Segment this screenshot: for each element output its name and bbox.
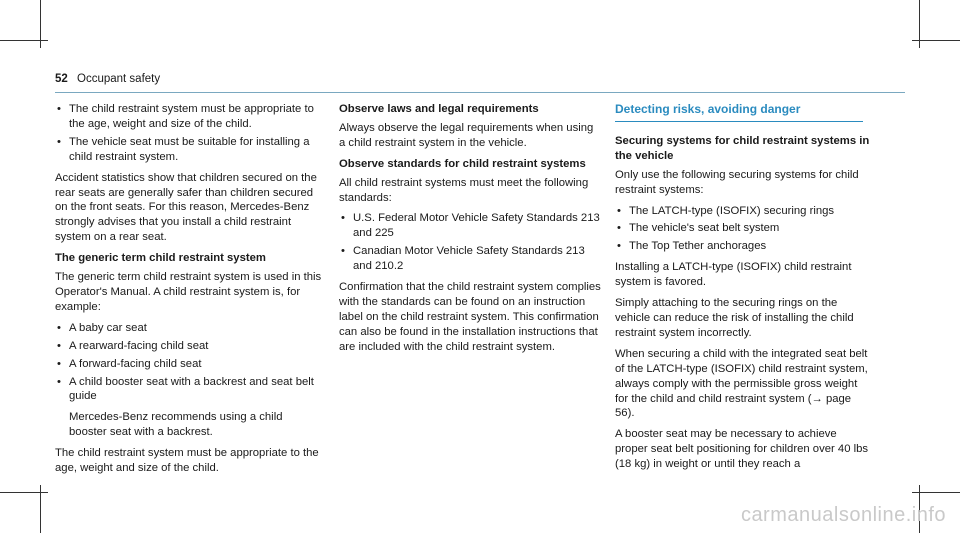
paragraph: All child restraint systems must meet the following standards: (339, 176, 589, 204)
crop-mark (0, 492, 48, 493)
paragraph: When securing a child with the integrated seat belt of the LATCH-type (ISOFIX) child restraint system, always comply with the permissible gross weight for the child and child restraint system (→ page 56). (615, 347, 868, 420)
subheading: Securing systems for child restraint systems in the vehicle (615, 134, 870, 162)
paragraph: Accident statistics show that children secured on the rear seats are generally safer than children secured on the front seats. For this reason, Mercedes-Benz strongly advises that you install a child restraint system on a rear seat. (55, 171, 317, 244)
bullet-list (55, 321, 323, 405)
subheading: The generic term child restraint system (55, 252, 266, 265)
paragraph: The child restraint system must be appropriate to the age, weight and size of the child. (55, 447, 319, 475)
bullet-list (55, 102, 323, 165)
page-header (55, 73, 160, 85)
list-item: • The Top Tether anchorages (615, 239, 870, 254)
subheading: Observe laws and legal requirements (339, 103, 539, 115)
section-title: Detecting risks, avoiding danger (615, 102, 863, 122)
column-3 (615, 102, 870, 478)
list-item: • U.S. Federal Motor Vehicle Safety Standards 213 and 225 (339, 211, 601, 241)
list-item: • A baby car seat (55, 321, 323, 336)
crop-mark (912, 40, 960, 41)
list-item: • The child restraint system must be appropriate to the age, weight and size of the child. (55, 102, 323, 132)
paragraph: Installing a LATCH-type (ISOFIX) child restraint system is favored. (615, 261, 852, 289)
paragraph: A booster seat may be necessary to achieve proper seat belt positioning for children over 40 lbs (18 kg) in weight or until they reach a (615, 428, 869, 471)
paragraph: Always observe the legal requirements when using a child restraint system in the vehicle. (339, 121, 594, 149)
list-item: • Canadian Motor Vehicle Safety Standards 213 and 210.2 (339, 244, 601, 274)
list-item: • The vehicle's seat belt system (615, 221, 870, 236)
paragraph: Only use the following securing systems for child restraint systems: (615, 168, 859, 196)
list-item: • The vehicle seat must be suitable for installing a child restraint system. (55, 135, 323, 165)
paragraph: The generic term child restraint system is used in this Operator's Manual. A child restraint system is, for example: (55, 271, 322, 313)
header-divider (55, 92, 905, 93)
watermark: carmanualsonline.info (740, 504, 946, 526)
bullet-note: Mercedes-Benz recommends using a child booster seat with a backrest. (69, 411, 283, 439)
list-item: • A rearward-facing child seat (55, 339, 323, 354)
section-name: Occupant safety (77, 73, 161, 85)
column-1 (55, 102, 323, 482)
list-item: • A forward-facing child seat (55, 357, 323, 372)
column-2 (339, 102, 601, 361)
subheading: Observe standards for child restraint systems (339, 157, 586, 170)
page-number: 52 (55, 73, 68, 85)
paragraph: Confirmation that the child restraint system complies with the standards can be found on an instruction label on the child restraint system. This confirmation can also be found in the installation instructions that are included with the child restraint system. (339, 281, 601, 353)
crop-mark (0, 40, 48, 41)
list-item: • A child booster seat with a backrest and seat belt guide (55, 375, 323, 405)
paragraph: Simply attaching to the securing rings on the vehicle can reduce the risk of installing the child restraint system incorrectly. (615, 297, 854, 339)
bullet-list (339, 211, 601, 274)
bullet-list (615, 204, 870, 255)
crop-mark (912, 492, 960, 493)
list-item: • The LATCH-type (ISOFIX) securing rings (615, 204, 870, 219)
